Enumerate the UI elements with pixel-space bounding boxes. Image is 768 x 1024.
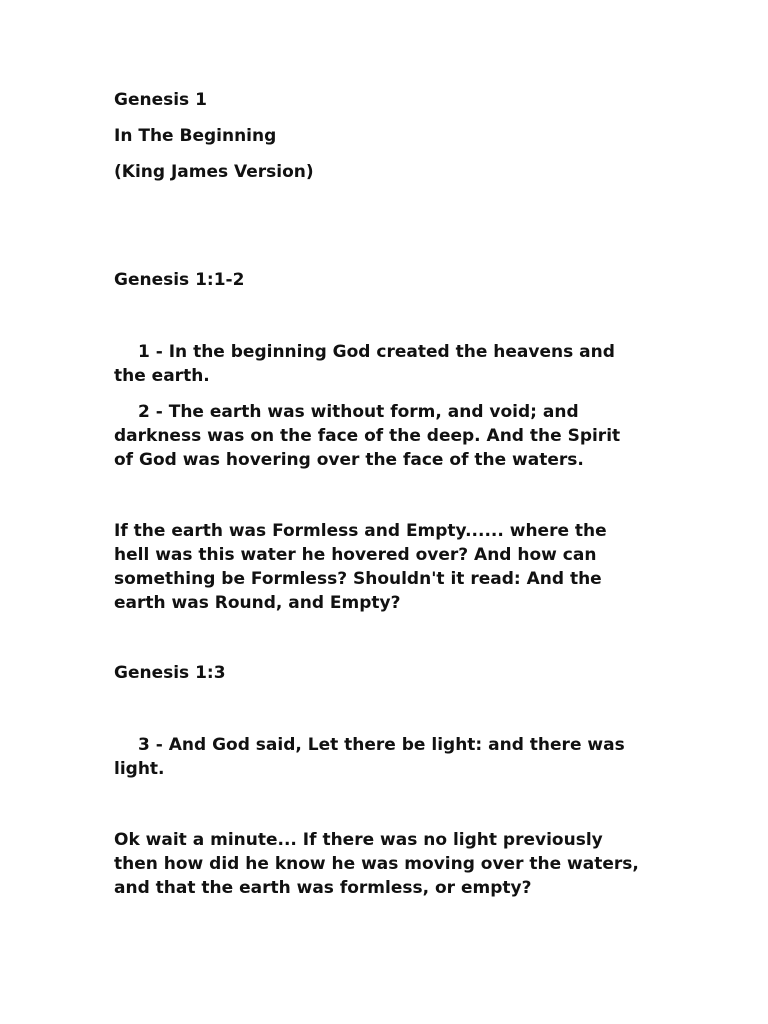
document-version: (King James Version) [114, 162, 314, 182]
verse-3-text: 3 - And God said, Let there be light: and there was light. [114, 735, 625, 779]
verse-2 [114, 400, 644, 472]
document-subtitle: In The Beginning [114, 126, 277, 146]
section-heading-2: Genesis 1:3 [114, 663, 226, 683]
verse-1-text: 1 - In the beginning God created the heavens and the earth. [114, 342, 615, 386]
comment-2: Ok wait a minute... If there was no light previously then how did he know he was moving over the waters, and that the earth was formless, or empty? [114, 830, 639, 898]
verse-2-text: 2 - The earth was without form, and void; and darkness was on the face of the deep. And the Spirit of God was hovering over the face of the waters. [114, 402, 621, 470]
comment-1: If the earth was Formless and Empty...... where the hell was this water he hovered over? And how can something be Formless? Shouldn't it read: And the earth was Round, and Empty? [114, 521, 607, 613]
section-heading-1: Genesis 1:1-2 [114, 270, 245, 290]
verse-3 [114, 733, 644, 781]
verse-1 [114, 340, 644, 388]
document-title: Genesis 1 [114, 90, 207, 110]
